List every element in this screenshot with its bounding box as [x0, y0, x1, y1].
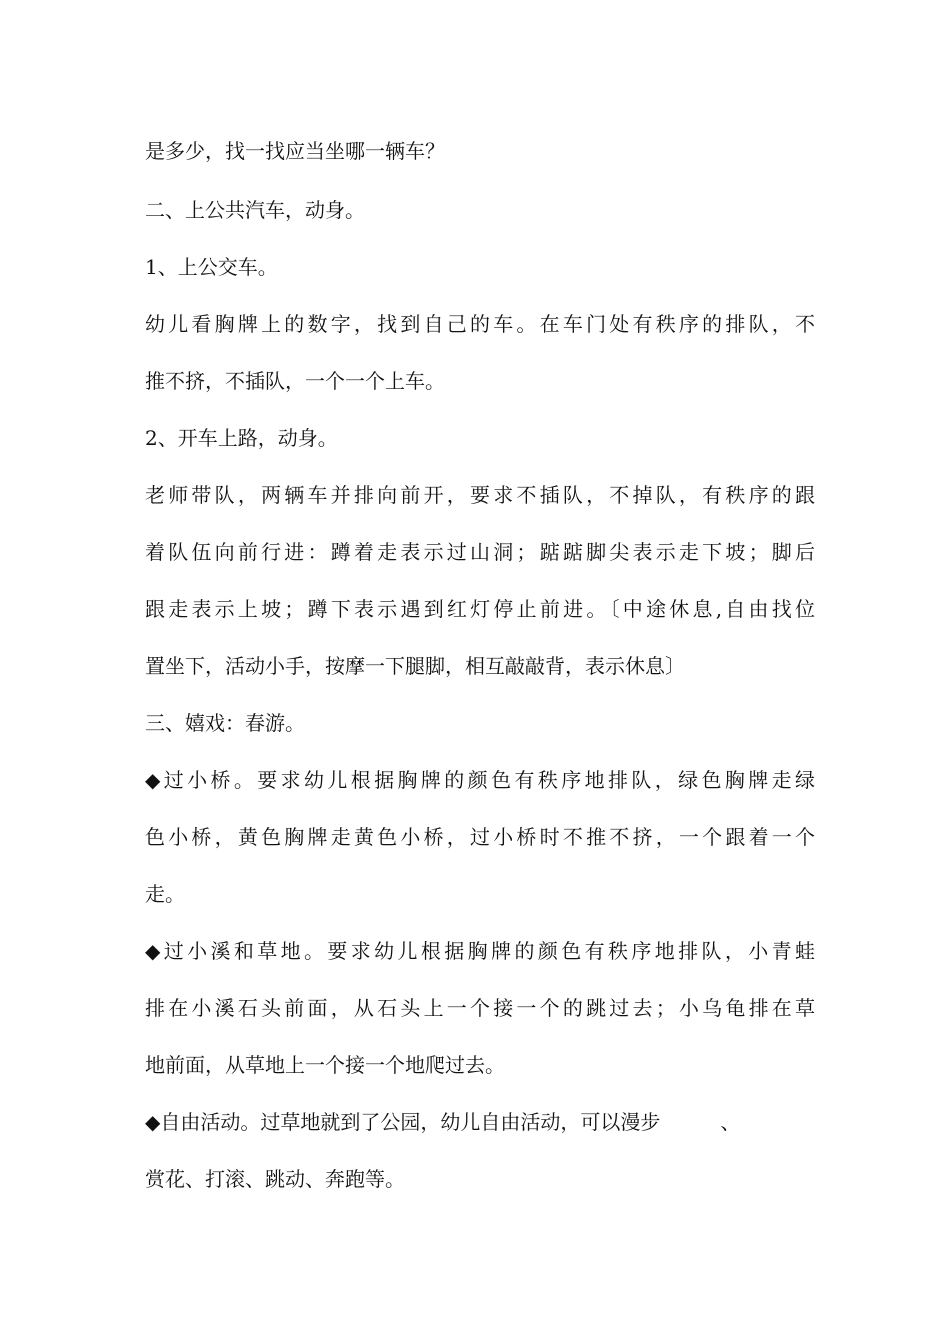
- text-line: 跟走表示上坡；蹲下表示遇到红灯停止前进。〔中途休息,自由找位: [145, 597, 815, 621]
- text-line: 置坐下，活动小手，按摩一下腿脚，相互敲敲背，表示休息〕: [145, 654, 685, 678]
- text-line: 推不挤，不插队，一个一个上车。: [145, 369, 445, 393]
- text-line: 排在小溪石头前面，从石头上一个接一个的跳过去；小乌龟排在草: [145, 996, 815, 1020]
- text-line: 是多少，找一找应当坐哪一辆车？: [145, 139, 445, 163]
- text-line: 赏花、打滚、跳动、奔跑等。: [145, 1167, 405, 1191]
- text-line: 走。: [145, 882, 185, 906]
- text-line: 地前面，从草地上一个接一个地爬过去。: [145, 1053, 505, 1077]
- section-heading: 二、上公共汽车，动身。: [145, 198, 365, 222]
- bullet-item: ◆过小溪和草地。要求幼儿根据胸牌的颜色有秩序地排队，小青蛙: [145, 939, 815, 963]
- bullet-item: ◆自由活动。过草地就到了公园，幼儿自由活动，可以漫步 、: [145, 1110, 741, 1134]
- subsection-heading: 1、上公交车。: [145, 255, 278, 279]
- text-line: 色小桥，黄色胸牌走黄色小桥，过小桥时不推不挤，一个跟着一个: [145, 825, 815, 849]
- text-line: 老师带队，两辆车并排向前开，要求不插队，不掉队，有秩序的跟: [145, 483, 815, 507]
- subsection-heading: 2、开车上路，动身。: [145, 426, 338, 450]
- text-line: 幼儿看胸牌上的数字，找到自己的车。在车门处有秩序的排队，不: [145, 312, 815, 336]
- text-line: 着队伍向前行进：蹲着走表示过山洞；踮踮脚尖表示走下坡；脚后: [145, 540, 815, 564]
- bullet-item: ◆过小桥。要求幼儿根据胸牌的颜色有秩序地排队，绿色胸牌走绿: [145, 768, 815, 792]
- section-heading: 三、嬉戏：春游。: [145, 711, 305, 735]
